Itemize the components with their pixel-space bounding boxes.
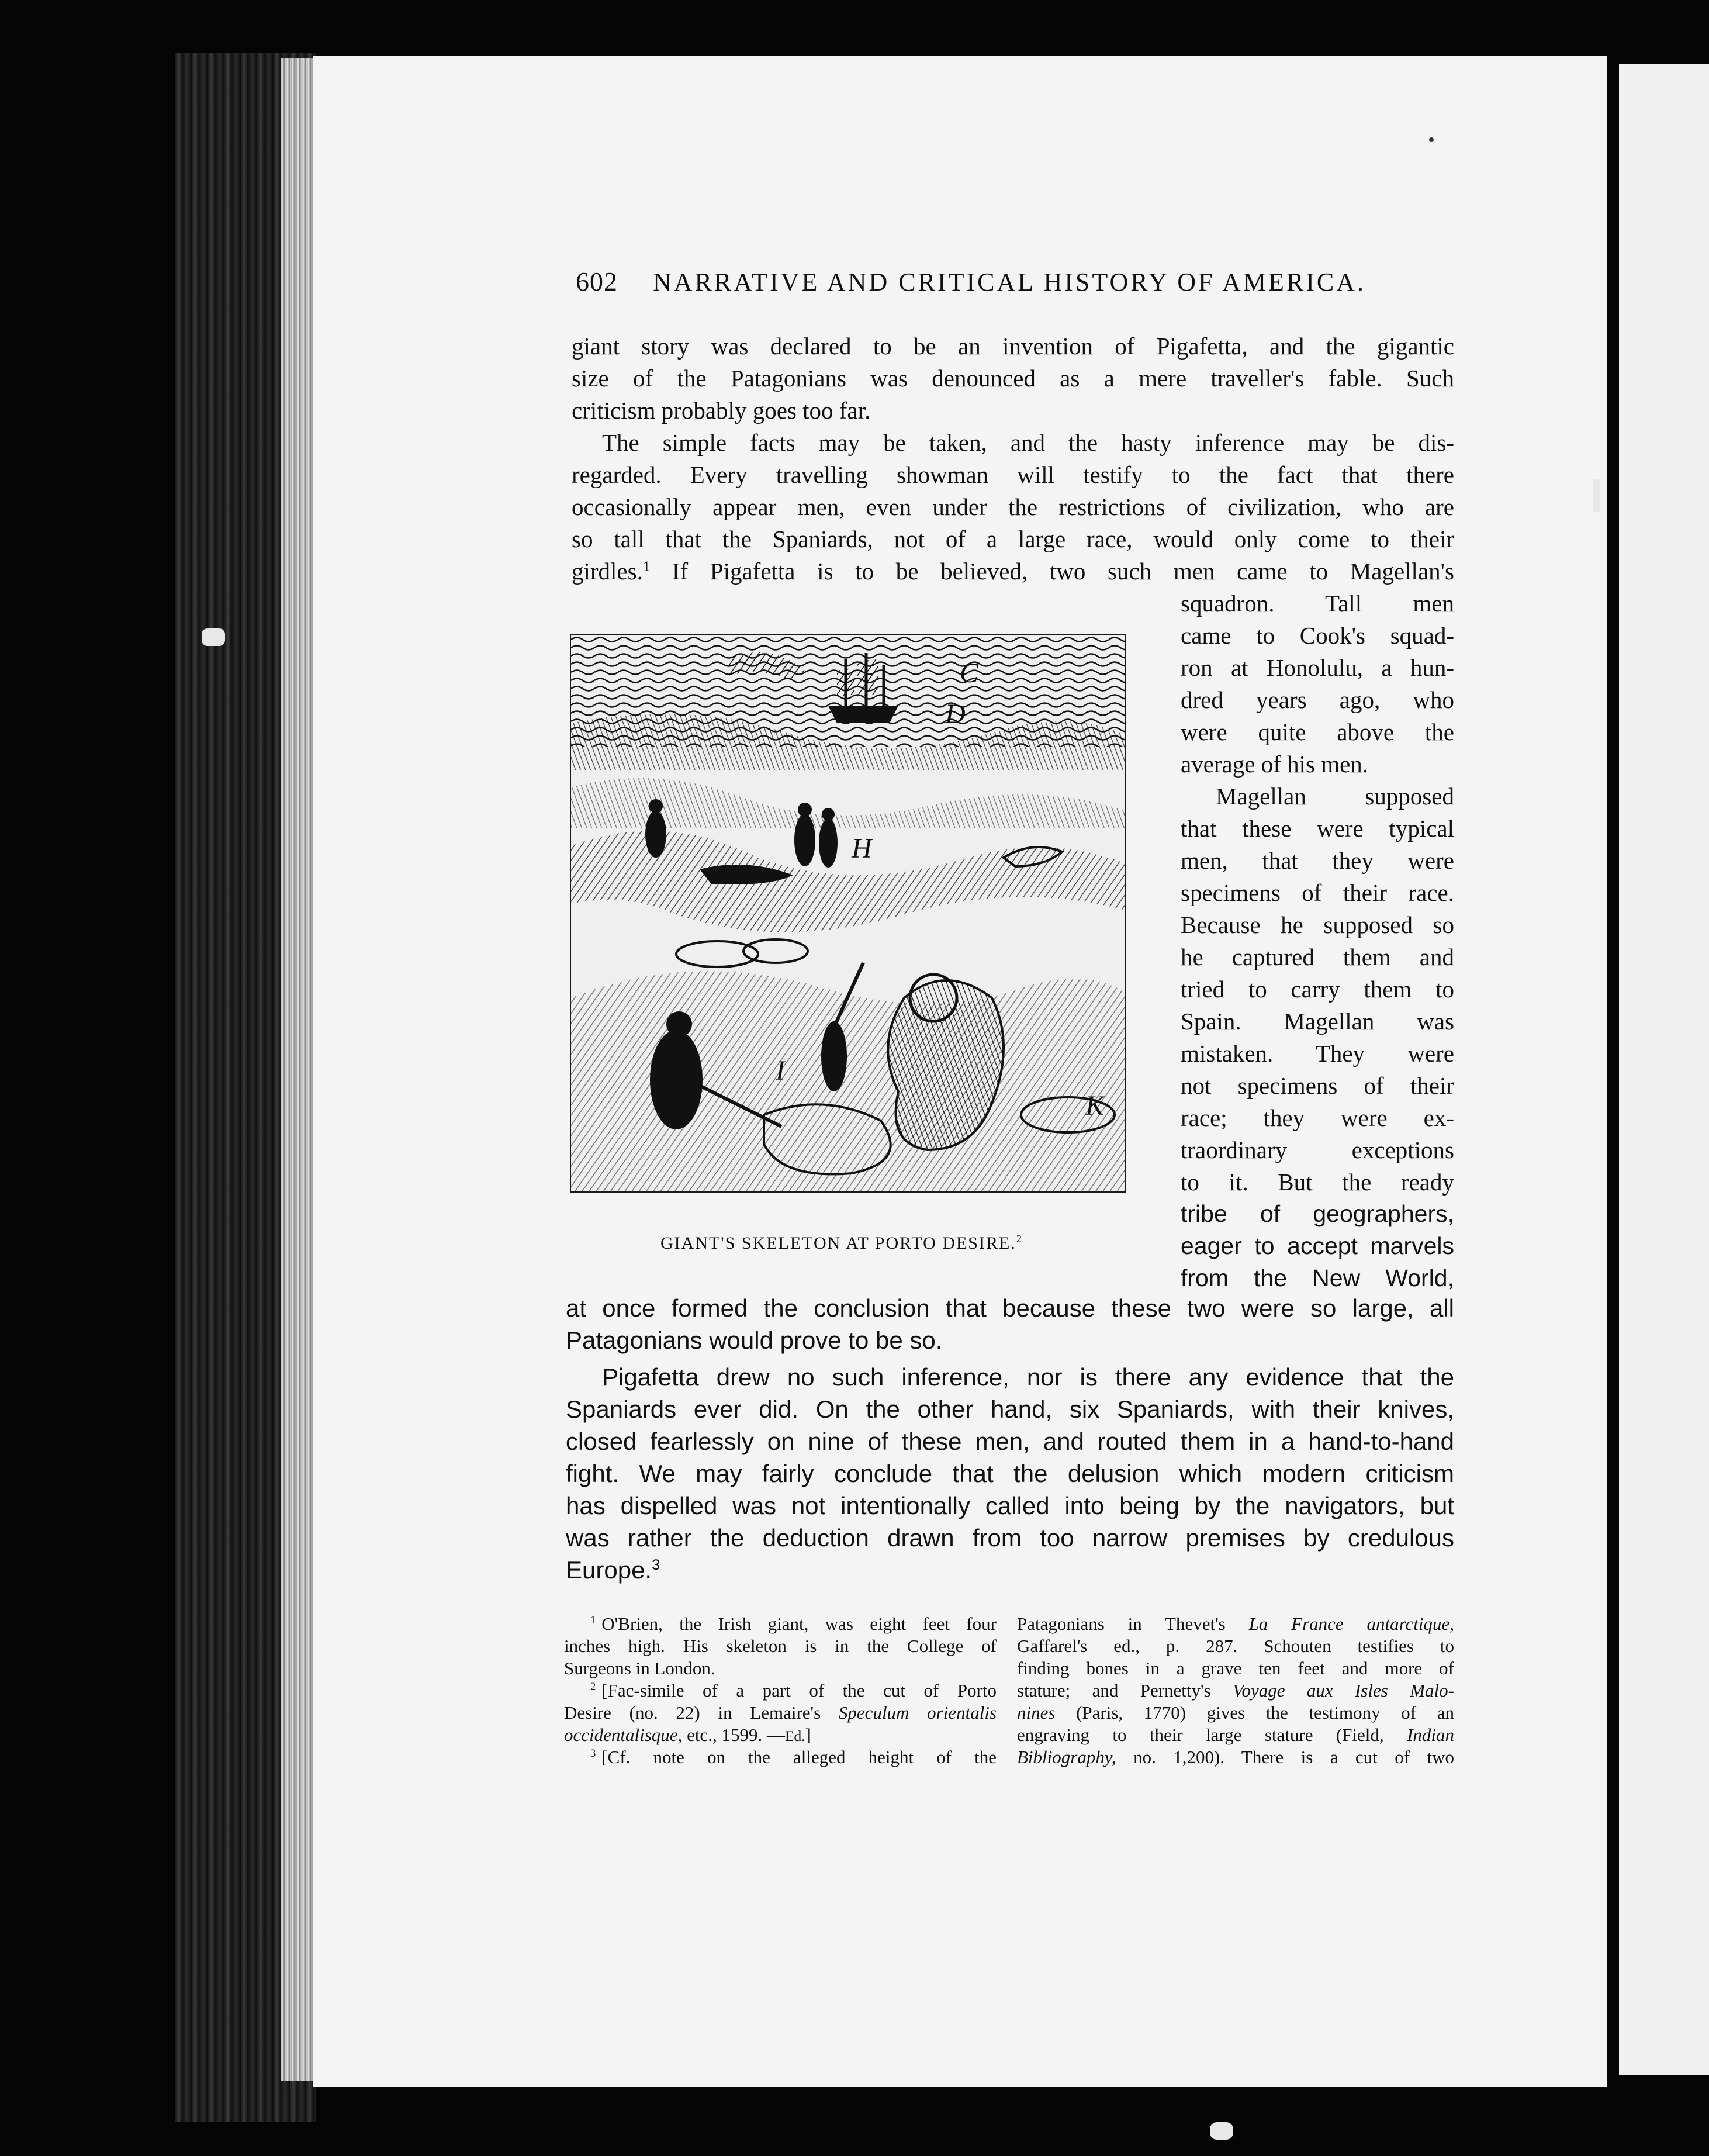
footnote-line: Patagonians in Thevet's La France antarctique,: [1017, 1613, 1454, 1634]
text-line: specimens of their race.: [1181, 879, 1454, 906]
note-reference: 2: [1016, 1233, 1023, 1245]
text-line: men, that they were: [1181, 847, 1454, 874]
text-line: tried to carry them to: [1181, 976, 1454, 1003]
text-line: he captured them and: [1181, 944, 1454, 970]
text-line: traordinary exceptions: [1181, 1136, 1454, 1163]
footnote-line: engraving to their large stature (Field, Indian: [1017, 1725, 1454, 1745]
text-line: race; they were ex-: [1181, 1104, 1454, 1131]
text-line: size of the Patagonians was denounced as a mere traveller's fable. Such: [572, 365, 1454, 392]
figure-letter-d: D: [945, 699, 966, 730]
text-line: mistaken. They were: [1181, 1040, 1454, 1067]
running-header: [576, 266, 1452, 301]
text-line: has dispelled was not intentionally called into being by the navigators, but: [566, 1492, 1454, 1519]
text-line: squadron. Tall men: [1181, 590, 1454, 617]
text-line: regarded. Every travelling showman will testify to the fact that there: [572, 461, 1454, 488]
engraving-svg: [571, 635, 1125, 1191]
footnote-line: $^2$ [Fac-simile of a part of the cut of Porto: [590, 1680, 997, 1701]
engraving-illustration: [570, 634, 1126, 1193]
text-line: came to Cook's squad-: [1181, 622, 1454, 649]
page-number: 602: [576, 267, 618, 296]
text-line: at once formed the conclusion that because these two were so large, all: [566, 1294, 1454, 1322]
text-line: Europe.$^3$: [566, 1556, 660, 1584]
text-line: fight. We may fairly conclude that the delusion which modern criticism: [566, 1460, 1454, 1487]
scan-mark: [1593, 479, 1600, 512]
text-line: Magellan supposed: [1216, 783, 1454, 810]
text-line: closed fearlessly on nine of these men, and routed them in a hand-to-hand: [566, 1428, 1454, 1455]
text-line: from the New World,: [1181, 1264, 1454, 1291]
figure-letter-c: C: [960, 658, 979, 689]
text-line: Because he supposed so: [1181, 911, 1454, 938]
footnote-line: $^1$ O'Brien, the Irish giant, was eight feet four: [590, 1613, 997, 1634]
footnote-line: inches high. His skeleton is in the College of: [564, 1636, 997, 1656]
text-line: Pigafetta drew no such inference, nor is there any evidence that the: [602, 1363, 1454, 1391]
text-line: ron at Honolulu, a hun-: [1181, 654, 1454, 681]
text-line: to it. But the ready: [1181, 1169, 1454, 1196]
figure-letter-h: H: [852, 833, 872, 864]
text-line: Spaniards ever did. On the other hand, six Spaniards, with their knives,: [566, 1395, 1454, 1423]
text-line: eager to accept marvels: [1181, 1232, 1454, 1259]
figure-caption: GIANT'S SKELETON AT PORTO DESIRE.$^2$: [660, 1233, 1023, 1253]
footnote-line: Bibliography, no. 1,200). There is a cut of two: [1017, 1747, 1454, 1767]
footnote-line: $^3$ [Cf. note on the alleged height of the: [590, 1747, 997, 1767]
footnote-line: stature; and Pernetty's Voyage aux Isles Malo-: [1017, 1680, 1454, 1701]
running-title: NARRATIVE AND CRITICAL HISTORY OF AMERICA.: [653, 268, 1366, 296]
figure-letter-k: K: [1085, 1090, 1105, 1121]
text-line: were quite above the: [1181, 718, 1454, 745]
text-line: so tall that the Spaniards, not of a large race, would only come to their: [572, 526, 1454, 552]
footnote-line: Desire (no. 22) in Lemaire's Speculum orientalis: [564, 1702, 997, 1723]
text-line: Spain. Magellan was: [1181, 1008, 1454, 1035]
text-line: girdles.$^1$ If Pigafetta is to be believed, two such men came to Magellan's: [572, 558, 1454, 585]
note-reference: 3: [652, 1557, 660, 1573]
text-line: that these were typical: [1181, 815, 1454, 842]
footnote-line: Gaffarel's ed., p. 287. Schouten testifies to: [1017, 1636, 1454, 1656]
figure-letter-i: I: [776, 1055, 785, 1086]
text-line: Patagonians would prove to be so.: [566, 1326, 943, 1354]
scan-mark: [202, 628, 225, 646]
text-line: average of his men.: [1181, 751, 1369, 778]
text-line: criticism probably goes too far.: [572, 397, 871, 424]
text-line: not specimens of their: [1181, 1072, 1454, 1099]
footnote-line: occidentalisque, etc., 1599. —Ed.]: [564, 1725, 811, 1745]
adjacent-page-edge: [1619, 64, 1709, 2075]
text-line: giant story was declared to be an invention of Pigafetta, and the gigantic: [572, 333, 1454, 360]
footnote-line: finding bones in a grave ten feet and more of: [1017, 1658, 1454, 1678]
text-line: was rather the deduction drawn from too narrow premises by credulous: [566, 1524, 1454, 1552]
footnote-line: Surgeons in London.: [564, 1658, 715, 1678]
text-line: dred years ago, who: [1181, 686, 1454, 713]
ink-speck: [1429, 137, 1434, 142]
footnote-line: nines (Paris, 1770) gives the testimony of an: [1017, 1702, 1454, 1723]
text-line: tribe of geographers,: [1181, 1200, 1454, 1227]
text-line: occasionally appear men, even under the restrictions of civilization, who are: [572, 493, 1454, 520]
text-line: The simple facts may be taken, and the hasty inference may be dis-: [602, 429, 1454, 456]
note-reference: 1: [642, 558, 651, 575]
scan-mark: [1210, 2122, 1233, 2140]
